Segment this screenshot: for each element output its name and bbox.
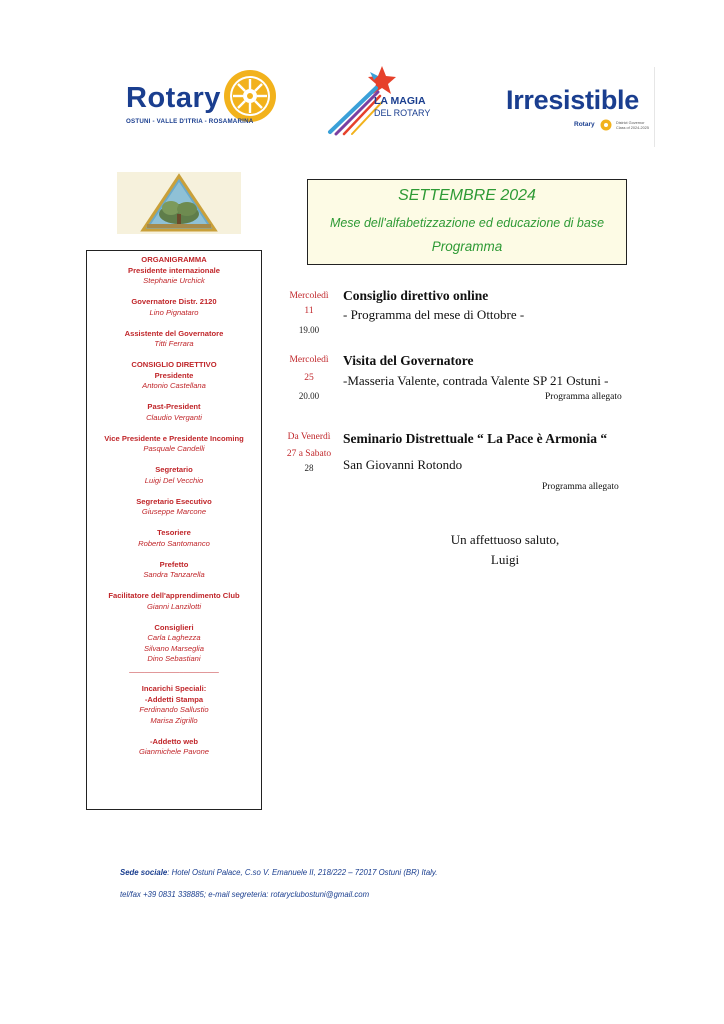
greeting-line: Un affettuoso saluto,: [450, 532, 560, 547]
event-date: 11: [304, 306, 314, 316]
rotary-logo-word: Rotary: [126, 82, 221, 114]
org-role-title: ORGANIGRAMMA: [141, 255, 207, 264]
org-group: [87, 591, 261, 612]
la-magia-del-rotary-logo: [326, 62, 444, 138]
program-subtitle: Programma: [431, 239, 503, 254]
org-member-name: Giuseppe Marcone: [141, 507, 207, 516]
org-group: [87, 684, 261, 726]
club-emblem: [117, 172, 241, 234]
org-group: [87, 255, 261, 287]
rotary-wheel-icon: [222, 68, 278, 124]
event-note: Programma allegato: [542, 482, 619, 492]
org-group: [87, 560, 261, 581]
month-title: SETTEMBRE 2024: [398, 187, 536, 204]
event-time: 19.00: [298, 325, 320, 335]
event-note: Programma allegato: [545, 392, 622, 402]
org-member-name: Marisa Zigrillo: [150, 715, 198, 725]
event-date: 25: [304, 373, 314, 383]
event-time: 28: [304, 463, 314, 473]
org-role-title: -Addetto web: [149, 736, 199, 746]
triangle-landscape-icon: [117, 172, 241, 234]
org-group: [87, 497, 261, 518]
rotary-club-logo: [126, 66, 282, 132]
org-member-name: Stephanie Urchick: [143, 276, 205, 285]
org-role-title: Segretario Esecutivo: [136, 496, 212, 506]
event-detail: -Masseria Valente, contrada Valente SP 21 Ostuni -: [343, 373, 609, 388]
event-detail: San Giovanni Rotondo: [343, 457, 463, 472]
org-member-name: Antonio Castellana: [142, 381, 206, 390]
org-role-title: Vice Presidente e Presidente Incoming: [104, 433, 244, 443]
org-member-name: Silvano Marseglia: [144, 643, 204, 653]
magia-logo-line1: LA MAGIA: [374, 95, 426, 107]
org-role-title: Tesoriere: [157, 528, 191, 537]
event-detail: - Programma del mese di Ottobre -: [343, 307, 525, 322]
org-role-title: Assistente del Governatore: [124, 328, 224, 338]
org-role-title: Segretario: [155, 465, 193, 474]
signature-name: Luigi: [490, 552, 520, 567]
org-group: [87, 297, 261, 318]
event-title: Visita del Governatore: [343, 353, 474, 368]
footer-address: [120, 862, 437, 884]
event-time: 20.00: [298, 391, 320, 401]
org-member-name: Carla Laghezza: [147, 633, 201, 642]
org-group: [87, 402, 261, 423]
irresistible-logo-rotary: Rotary: [574, 121, 595, 128]
org-role-title: Incarichi Speciali:: [141, 684, 207, 693]
event-date: 27 a Sabato: [286, 449, 332, 459]
org-role-title: Facilitatore dell'apprendimento Club: [108, 591, 240, 600]
org-member-name: Claudio Verganti: [146, 412, 202, 422]
irresistible-logo-word: Irresistible: [506, 85, 639, 115]
org-group: [87, 434, 261, 455]
footer-address-label: Sede sociale: [120, 868, 168, 877]
irresistible-logo-governor: District Governor Class of 2024-2025: [616, 121, 649, 130]
event-title: Consiglio direttivo online: [343, 288, 489, 303]
month-theme: Mese dell'alfabetizzazione ed educazione di base: [329, 216, 605, 230]
irresistible-logo: [502, 67, 655, 147]
org-group: [87, 465, 261, 486]
event-title: Seminario Distrettuale “ La Pace è Armonia “: [343, 431, 608, 446]
magia-logo-line2: DEL ROTARY: [374, 108, 431, 118]
org-group: [87, 360, 261, 392]
org-role-title: Past-President: [147, 402, 201, 411]
rotary-logo-tagline: OSTUNI - VALLE D'ITRIA - ROSAMARINA: [126, 118, 254, 125]
org-separator: _______________________: [129, 665, 219, 673]
event-day: Mercoledì: [289, 291, 329, 301]
org-member-name: Titti Ferrara: [154, 339, 194, 348]
event-day: Mercoledì: [289, 355, 329, 365]
org-member-name: Dino Sebastiani: [147, 654, 201, 663]
footer-address-text: : Hotel Ostuni Palace, C.so V. Emanuele II, 218/222 – 72017 Ostuni (BR) Italy.: [167, 868, 438, 877]
closing-greeting: [420, 530, 590, 570]
org-member-name: Gianmichele Pavone: [138, 747, 210, 756]
organigramma-panel: [86, 250, 262, 810]
org-group: [87, 329, 261, 350]
org-member-name: Luigi Del Vecchio: [144, 475, 204, 485]
org-member-name: Ferdinando Sallustio: [139, 705, 209, 714]
event-day: Da Venerdì: [287, 432, 331, 442]
org-role-title: CONSIGLIO DIRETTIVO: [131, 360, 217, 369]
footer-contacts: tel/fax +39 0831 338885; e-mail segreteria: rotaryclubostuni@gmail.com: [120, 890, 370, 899]
org-group: [87, 623, 261, 674]
page-footer: [120, 862, 437, 906]
org-group: [87, 737, 261, 758]
rotary-wheel-small-icon: [600, 119, 612, 131]
org-role-title: Presidente internazionale: [128, 265, 220, 275]
org-member-name: Gianni Lanzilotti: [146, 601, 202, 611]
org-member-name: Sandra Tanzarella: [143, 570, 205, 579]
org-role-title: Presidente: [154, 370, 194, 380]
org-role-title: Governatore Distr. 2120: [131, 297, 217, 306]
org-role-title: Consiglieri: [154, 622, 194, 632]
month-header-box: [307, 179, 627, 265]
org-group: [87, 528, 261, 549]
org-role-title: -Addetti Stampa: [144, 694, 204, 704]
org-member-name: Pasquale Candelli: [143, 444, 205, 453]
org-member-name: Lino Pignataro: [149, 307, 199, 317]
org-member-name: Roberto Santomanco: [138, 538, 210, 548]
org-role-title: Prefetto: [159, 559, 189, 569]
